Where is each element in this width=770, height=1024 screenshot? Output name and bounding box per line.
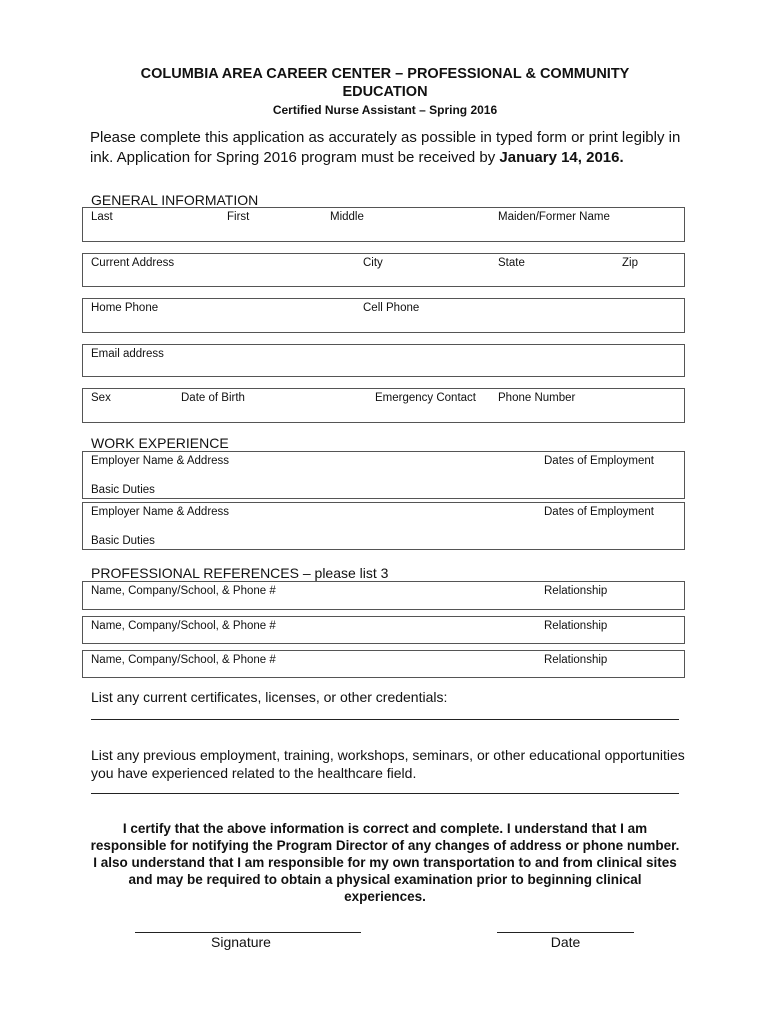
maiden-name-label: Maiden/Former Name xyxy=(498,211,610,223)
email-field-box[interactable] xyxy=(82,344,685,377)
employer-1-label: Employer Name & Address xyxy=(91,455,230,467)
form-title-line2: EDUCATION xyxy=(342,84,428,100)
name-field-box[interactable] xyxy=(82,207,685,242)
reference-2-label: Name, Company/School, & Phone # xyxy=(91,620,276,632)
address-field-box[interactable] xyxy=(82,253,685,287)
reference-3-box[interactable] xyxy=(82,650,685,678)
reference-1-box[interactable] xyxy=(82,581,685,610)
employer-1-dates-label: Dates of Employment xyxy=(544,455,654,467)
experience-answer-line[interactable] xyxy=(91,793,679,794)
home-phone-label: Home Phone xyxy=(91,302,159,314)
employer-2-label: Employer Name & Address xyxy=(91,506,230,518)
email-label: Email address xyxy=(91,348,164,360)
date-line[interactable] xyxy=(497,932,634,933)
zip-label: Zip xyxy=(622,257,638,269)
employer-1-box[interactable] xyxy=(82,451,685,499)
emergency-phone-label: Phone Number xyxy=(498,392,576,404)
credentials-answer-line[interactable] xyxy=(91,719,679,720)
intro-paragraph xyxy=(90,128,690,168)
credentials-question: List any current certificates, licenses, or other credentials: xyxy=(91,689,448,705)
signature-label: Signature xyxy=(211,934,271,950)
reference-2-box[interactable] xyxy=(82,616,685,644)
first-name-label: First xyxy=(227,211,250,223)
sex-label: Sex xyxy=(91,392,111,404)
address-label: Current Address xyxy=(91,257,175,269)
cell-phone-label: Cell Phone xyxy=(363,302,420,314)
intro-deadline: January 14, 2016. xyxy=(499,149,624,166)
last-name-label: Last xyxy=(91,211,113,223)
form-subtitle: Certified Nurse Assistant – Spring 2016 xyxy=(272,103,498,117)
city-label: City xyxy=(363,257,383,269)
reference-2-relationship-label: Relationship xyxy=(544,620,608,632)
phone-field-box[interactable] xyxy=(82,298,685,333)
state-label: State xyxy=(498,257,525,269)
certification-statement: I certify that the above information is correct and complete. I understand that I am responsible for notifying the Program Director of any changes of address or phone number. I also understand that I am responsible for my own transportation to and from clinical sites and may be required to obtain a physical examination prior to beginning clinical experiences. xyxy=(90,821,680,904)
personal-field-box[interactable] xyxy=(82,388,685,423)
reference-1-relationship-label: Relationship xyxy=(544,585,608,597)
work-experience-heading: WORK EXPERIENCE xyxy=(91,435,229,451)
employer-2-box[interactable] xyxy=(82,502,685,550)
form-title-line1: COLUMBIA AREA CAREER CENTER – PROFESSIONAL & COMMUNITY xyxy=(140,66,630,82)
signature-line[interactable] xyxy=(135,932,361,933)
middle-name-label: Middle xyxy=(330,211,364,223)
employer-2-dates-label: Dates of Employment xyxy=(544,506,654,518)
general-info-heading: GENERAL INFORMATION xyxy=(91,192,259,208)
emergency-contact-label: Emergency Contact xyxy=(375,392,476,404)
employer-1-duties-label: Basic Duties xyxy=(91,484,155,496)
intro-text: Please complete this application as accurately as possible in typed form or print legibly in ink. Application for Spring 2016 program must be received by xyxy=(90,129,681,166)
references-heading: PROFESSIONAL REFERENCES – please list 3 xyxy=(91,565,389,581)
reference-1-label: Name, Company/School, & Phone # xyxy=(91,585,276,597)
dob-label: Date of Birth xyxy=(181,392,245,404)
employer-2-duties-label: Basic Duties xyxy=(91,535,155,547)
reference-3-relationship-label: Relationship xyxy=(544,654,608,666)
reference-3-label: Name, Company/School, & Phone # xyxy=(91,654,276,666)
date-label: Date xyxy=(550,934,581,950)
experience-question: List any previous employment, training, workshops, seminars, or other educational opportunities you have experienced related to the healthcare field. xyxy=(91,747,685,781)
